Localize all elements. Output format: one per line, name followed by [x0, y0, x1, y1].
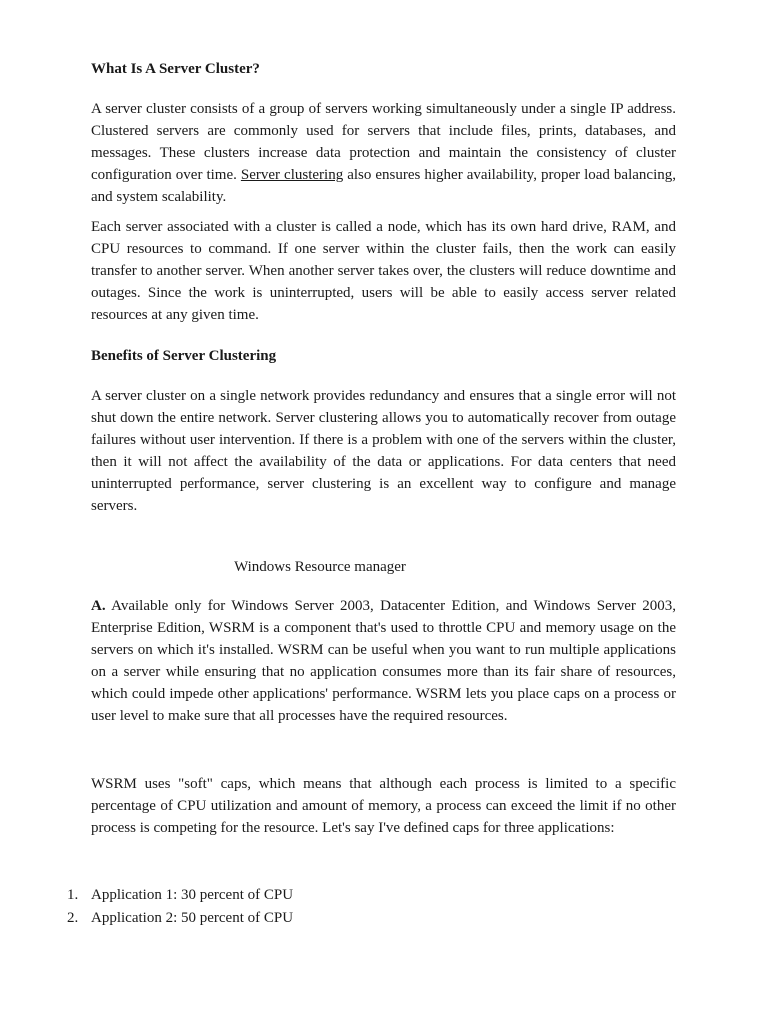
- heading-benefits-of-server-clustering: Benefits of Server Clustering: [91, 348, 277, 364]
- list-item-number: 2.: [67, 909, 79, 926]
- heading-windows-resource-manager: Windows Resource manager: [234, 559, 406, 575]
- list-item-text: Application 1: 30 percent of CPU: [91, 887, 294, 903]
- answer-prefix: A.: [91, 598, 106, 614]
- paragraph-server-cluster-definition: [91, 98, 676, 208]
- paragraph-soft-caps: WSRM uses "soft" caps, which means that although each process is limited to a specific percentage of CPU utilization and amount of memory, a process can exceed the limit if no other process is competing for the resource. Let's say I've defined caps for three applications:: [91, 776, 676, 837]
- server-clustering-link[interactable]: Server clustering: [240, 167, 344, 184]
- paragraph-node-description: Each server associated with a cluster is called a node, which has its own hard drive, RAM, and CPU resources to command. If one server within the cluster fails, then the work can easily transfer to another server. When another server takes over, the clusters will reduce downtime and outages. Since the work is uninterrupted, users will be able to easily access server related resources at any given time.: [91, 219, 676, 324]
- list-item-number: 1.: [67, 887, 79, 903]
- application-caps-list: [0, 884, 700, 929]
- list-item-text: Application 2: 50 percent of CPU: [91, 909, 294, 926]
- paragraph-wsrm-answer: [91, 595, 676, 728]
- heading-what-is-server-cluster: What Is A Server Cluster?: [91, 61, 260, 77]
- paragraph-text: Available only for Windows Server 2003, Datacenter Edition, and Windows Server 2003, Enterprise Edition, WSRM is a component that's used to throttle CPU and memory usage on the servers on which it's installed. WSRM can be useful when you want to run multiple applications on a server while ensuring that no application consumes more than its fair share of resources, which could impede other applications' performance. WSRM lets you place caps on a process or user level to make sure that all processes have the required resources.: [91, 598, 676, 725]
- list-item: [0, 884, 700, 907]
- list-item: [0, 907, 700, 930]
- paragraph-text: also ensures higher availability, proper load balancing, and system scalability.: [91, 167, 676, 206]
- paragraph-text: A server cluster consists of a group of servers working simultaneously under a single IP address. Clustered servers are commonly used for servers that include files, prints, databases, and messages. These clusters increase data protection and maintain the consistency of cluster configuration over time.: [91, 101, 676, 184]
- paragraph-benefits: A server cluster on a single network provides redundancy and ensures that a single error will not shut down the entire network. Server clustering allows you to automatically recover from outage failures without user intervention. If there is a problem with one of the servers within the cluster, then it will not affect the availability of the data or applications. For data centers that need uninterrupted performance, server clustering is an excellent way to configure and manage servers.: [91, 388, 676, 515]
